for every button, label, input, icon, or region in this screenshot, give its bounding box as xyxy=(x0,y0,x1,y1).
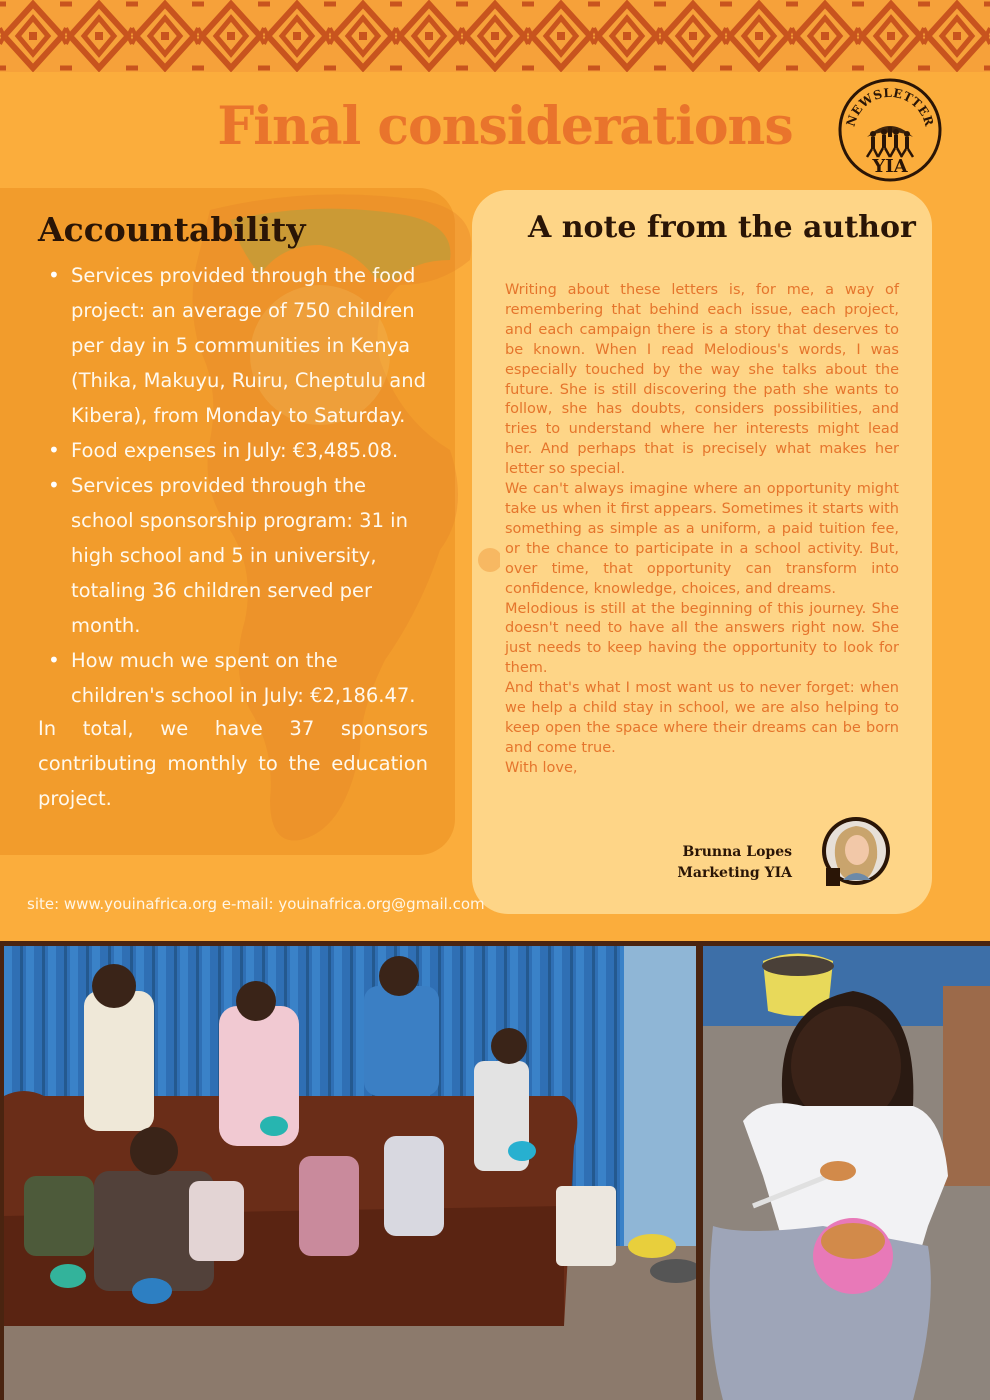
girl-eating-photo xyxy=(703,946,990,1400)
author-role: Marketing YIA xyxy=(677,865,792,881)
author-name: Brunna Lopes xyxy=(682,844,792,860)
children-group-photo xyxy=(4,946,696,1400)
author-note-body xyxy=(505,281,899,779)
note-paragraph: Melodious is still at the beginning of this journey. She doesn't need to have all the answers right now. She just needs to keep having the opportunity to look for them. xyxy=(505,600,899,677)
note-paragraph: Writing about these letters is, for me, a way of remembering that behind each issue, each project, and each campaign there is a story that deserves to be known. When I read Melodious's words, I was especially touched by the way she talks about the future. She is still discovering the path she wants to follow, she has doubts, considers possibilities, and tries to understand where her interests might lead her. And perhaps that is precisely what makes her letter so special. xyxy=(505,282,899,478)
note-paragraph: With love, xyxy=(505,759,578,776)
tribal-pattern-band xyxy=(0,0,990,72)
note-paragraph: And that's what I most want us to never forget: when we help a child stay in school, we are also helping to keep open the space where their dreams can be born and come true. xyxy=(505,680,899,756)
sponsors-total-text: In total, we have 37 sponsors contributing monthly to the education project. xyxy=(38,717,428,810)
accountability-heading: Accountability xyxy=(38,210,306,249)
list-item: • Services provided through the school sponsorship program: 31 in high school and 5 in university, totaling 36 children served per month. xyxy=(38,468,433,643)
newsletter-badge xyxy=(837,77,943,183)
list-item: • Food expenses in July: €3,485.08. xyxy=(38,433,433,468)
author-signature xyxy=(660,842,792,884)
footer-contact: site: www.youinafrica.org e-mail: youinafrica.org@gmail.com xyxy=(27,895,485,913)
list-item: • How much we spent on the children's school in July: €2,186.47. xyxy=(38,643,433,713)
note-paragraph: We can't always imagine where an opportunity might take us when it first appears. Sometimes it starts with something as simple as a uniform, a paid tuition fee, or the chance to participate in a school activity. But, over time, that opportunity can transform into confidence, knowledge, choices, and dreams. xyxy=(505,481,899,597)
author-note-heading: A note from the author xyxy=(528,210,916,245)
badge-top-text: NEWSLETTER xyxy=(843,85,937,129)
badge-bottom-text: YIA xyxy=(872,156,908,177)
author-photo xyxy=(821,816,891,886)
list-item: • Services provided through the food project: an average of 750 children per day in 5 communities in Kenya (Thika, Makuyu, Ruiru, Cheptulu and Kibera), from Monday to Saturday. xyxy=(38,258,433,433)
accountability-list xyxy=(38,258,433,713)
page-title: Final considerations xyxy=(217,96,793,157)
